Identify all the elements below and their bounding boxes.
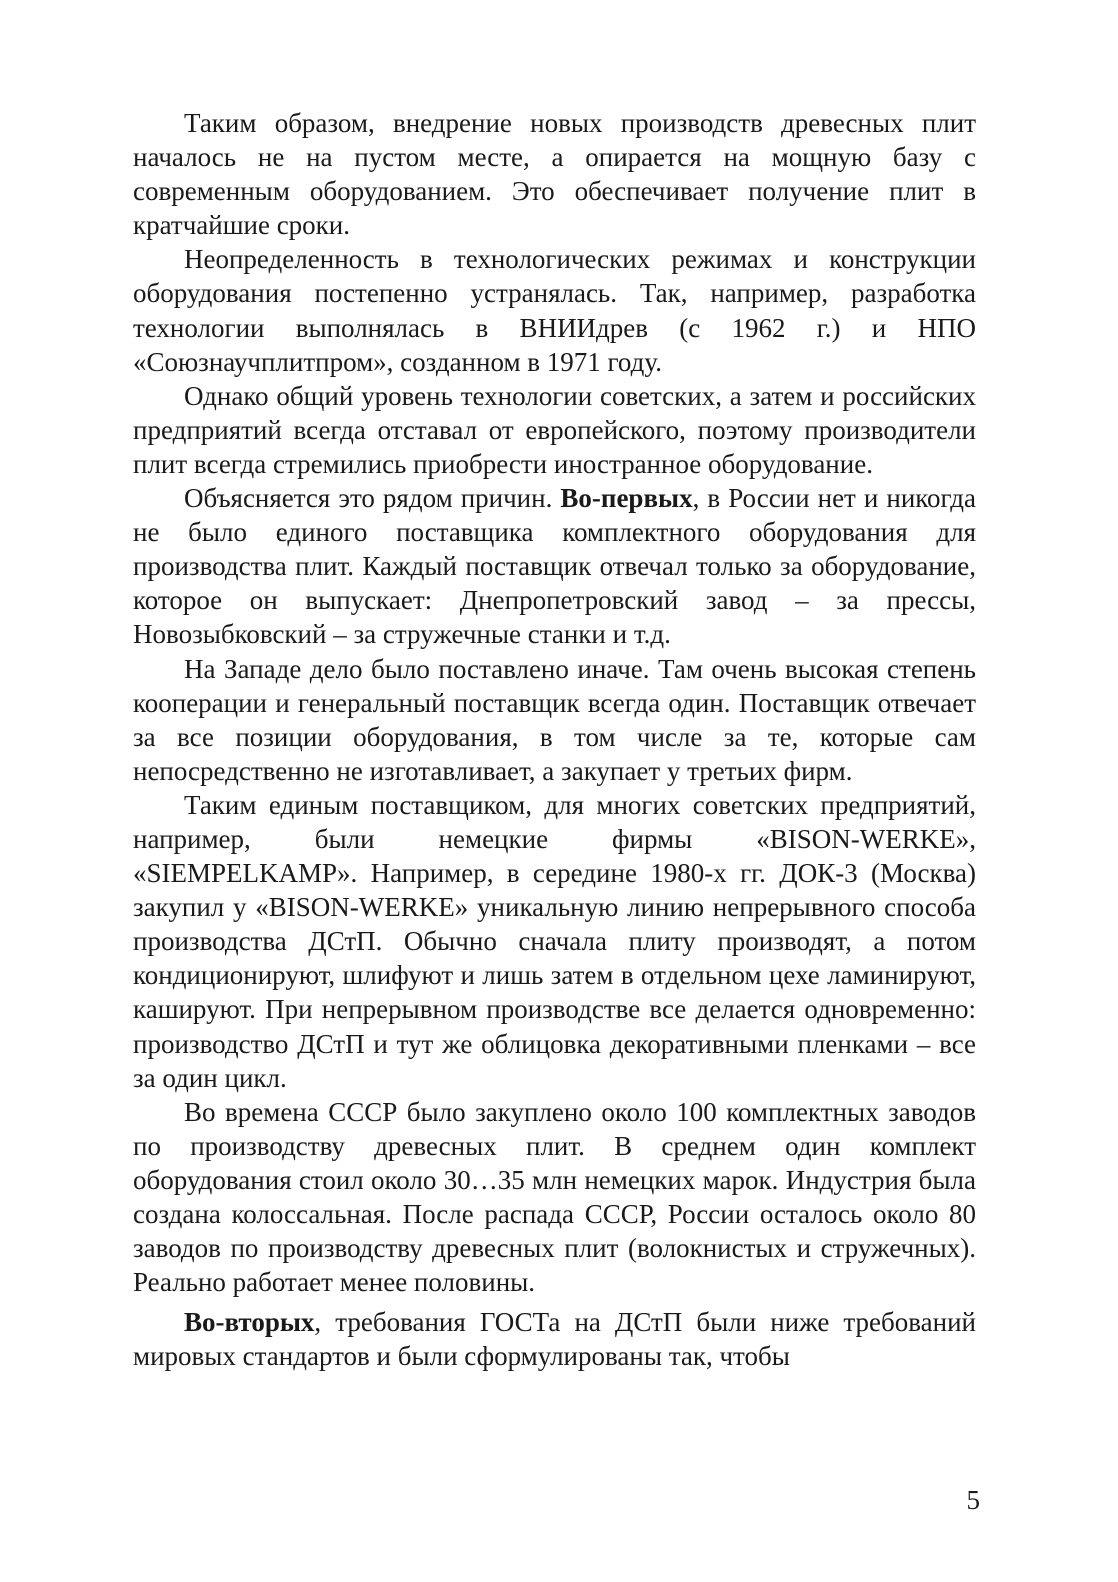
paragraph-text: Таким образом, внедрение новых производств древесных плит началось не на пустом месте, а опирается на мощную базу с современным оборудованием. Это обеспечивает получение плит в кратчайшие сроки.: [133, 108, 976, 241]
paragraph-2: [133, 242, 976, 378]
paragraph-text: , в России нет и никогда не было единого поставщика комплектного оборудования для производства плит. Каждый поставщик отвечал только за оборудование, которое он выпускает: Днепропетровский завод – за прессы, Новозыбковский – за стружечные станки и т.д.: [133, 483, 976, 650]
paragraph-text: , требования ГОСТа на ДСтП были ниже требований мировых стандартов и были сформулированы так, чтобы: [133, 1307, 976, 1372]
paragraph-text: Во времена СССР было закуплено около 100 комплектных заводов по производству древесных плит. В среднем один комплект оборудования стоил около 30…35 млн немецких марок. Индустрия была создана колоссальная. После распада СССР, России осталось около 80 заводов по производству древесных плит (волокнистых и стружечных). Реально работает менее половины.: [133, 1096, 976, 1298]
paragraph-text: Неопределенность в технологических режимах и конструкции оборудования постепенно устранялась. Так, например, разработка технологии выполнялась в ВНИИдрев (с 1962 г.) и НПО «Союзнаучплитпром», созданном в 1971 году.: [133, 244, 976, 377]
paragraph-3: [133, 379, 976, 481]
bold-term-first: Во-первых: [560, 483, 693, 514]
bold-term-second: Во-вторых: [184, 1307, 315, 1338]
paragraph-lead: Объясняется это рядом причин.: [184, 483, 561, 514]
paragraph-1: [133, 106, 976, 242]
paragraph-text: На Западе дело было поставлено иначе. Там очень высокая степень кооперации и генеральный поставщик всегда один. Поставщик отвечает за все позиции оборудования, в том числе за те, которые сам непосредственно не изготавливает, а закупает у третьих фирм.: [133, 653, 976, 786]
paragraph-7: [133, 1095, 976, 1300]
body-text: [133, 106, 976, 1373]
paragraph-8: [133, 1305, 976, 1373]
paragraph-5: [133, 652, 976, 788]
page-number: 5: [966, 1485, 980, 1515]
paragraph-6: [133, 788, 976, 1095]
paragraph-text: Таким единым поставщиком, для многих советских предприятий, например, были немецкие фирмы «BISON-WERKE», «SIEMPELKAMP». Например, в середине 1980-х гг. ДОК-3 (Москва) закупил у «BISON-WERKE» уникальную линию непрерывного способа производства ДСтП. Обычно сначала плиту производят, а потом кондиционируют, шлифуют и лишь затем в отдельном цехе ламинируют, кашируют. При непрерывном производстве все делается одновременно: производство ДСтП и тут же облицовка декоративными пленками – все за один цикл.: [133, 789, 976, 1093]
paragraph-text: Однако общий уровень технологии советских, а затем и российских предприятий всегда отставал от европейского, поэтому производители плит всегда стремились приобрести иностранное оборудование.: [133, 380, 976, 479]
paragraph-4: [133, 481, 976, 651]
